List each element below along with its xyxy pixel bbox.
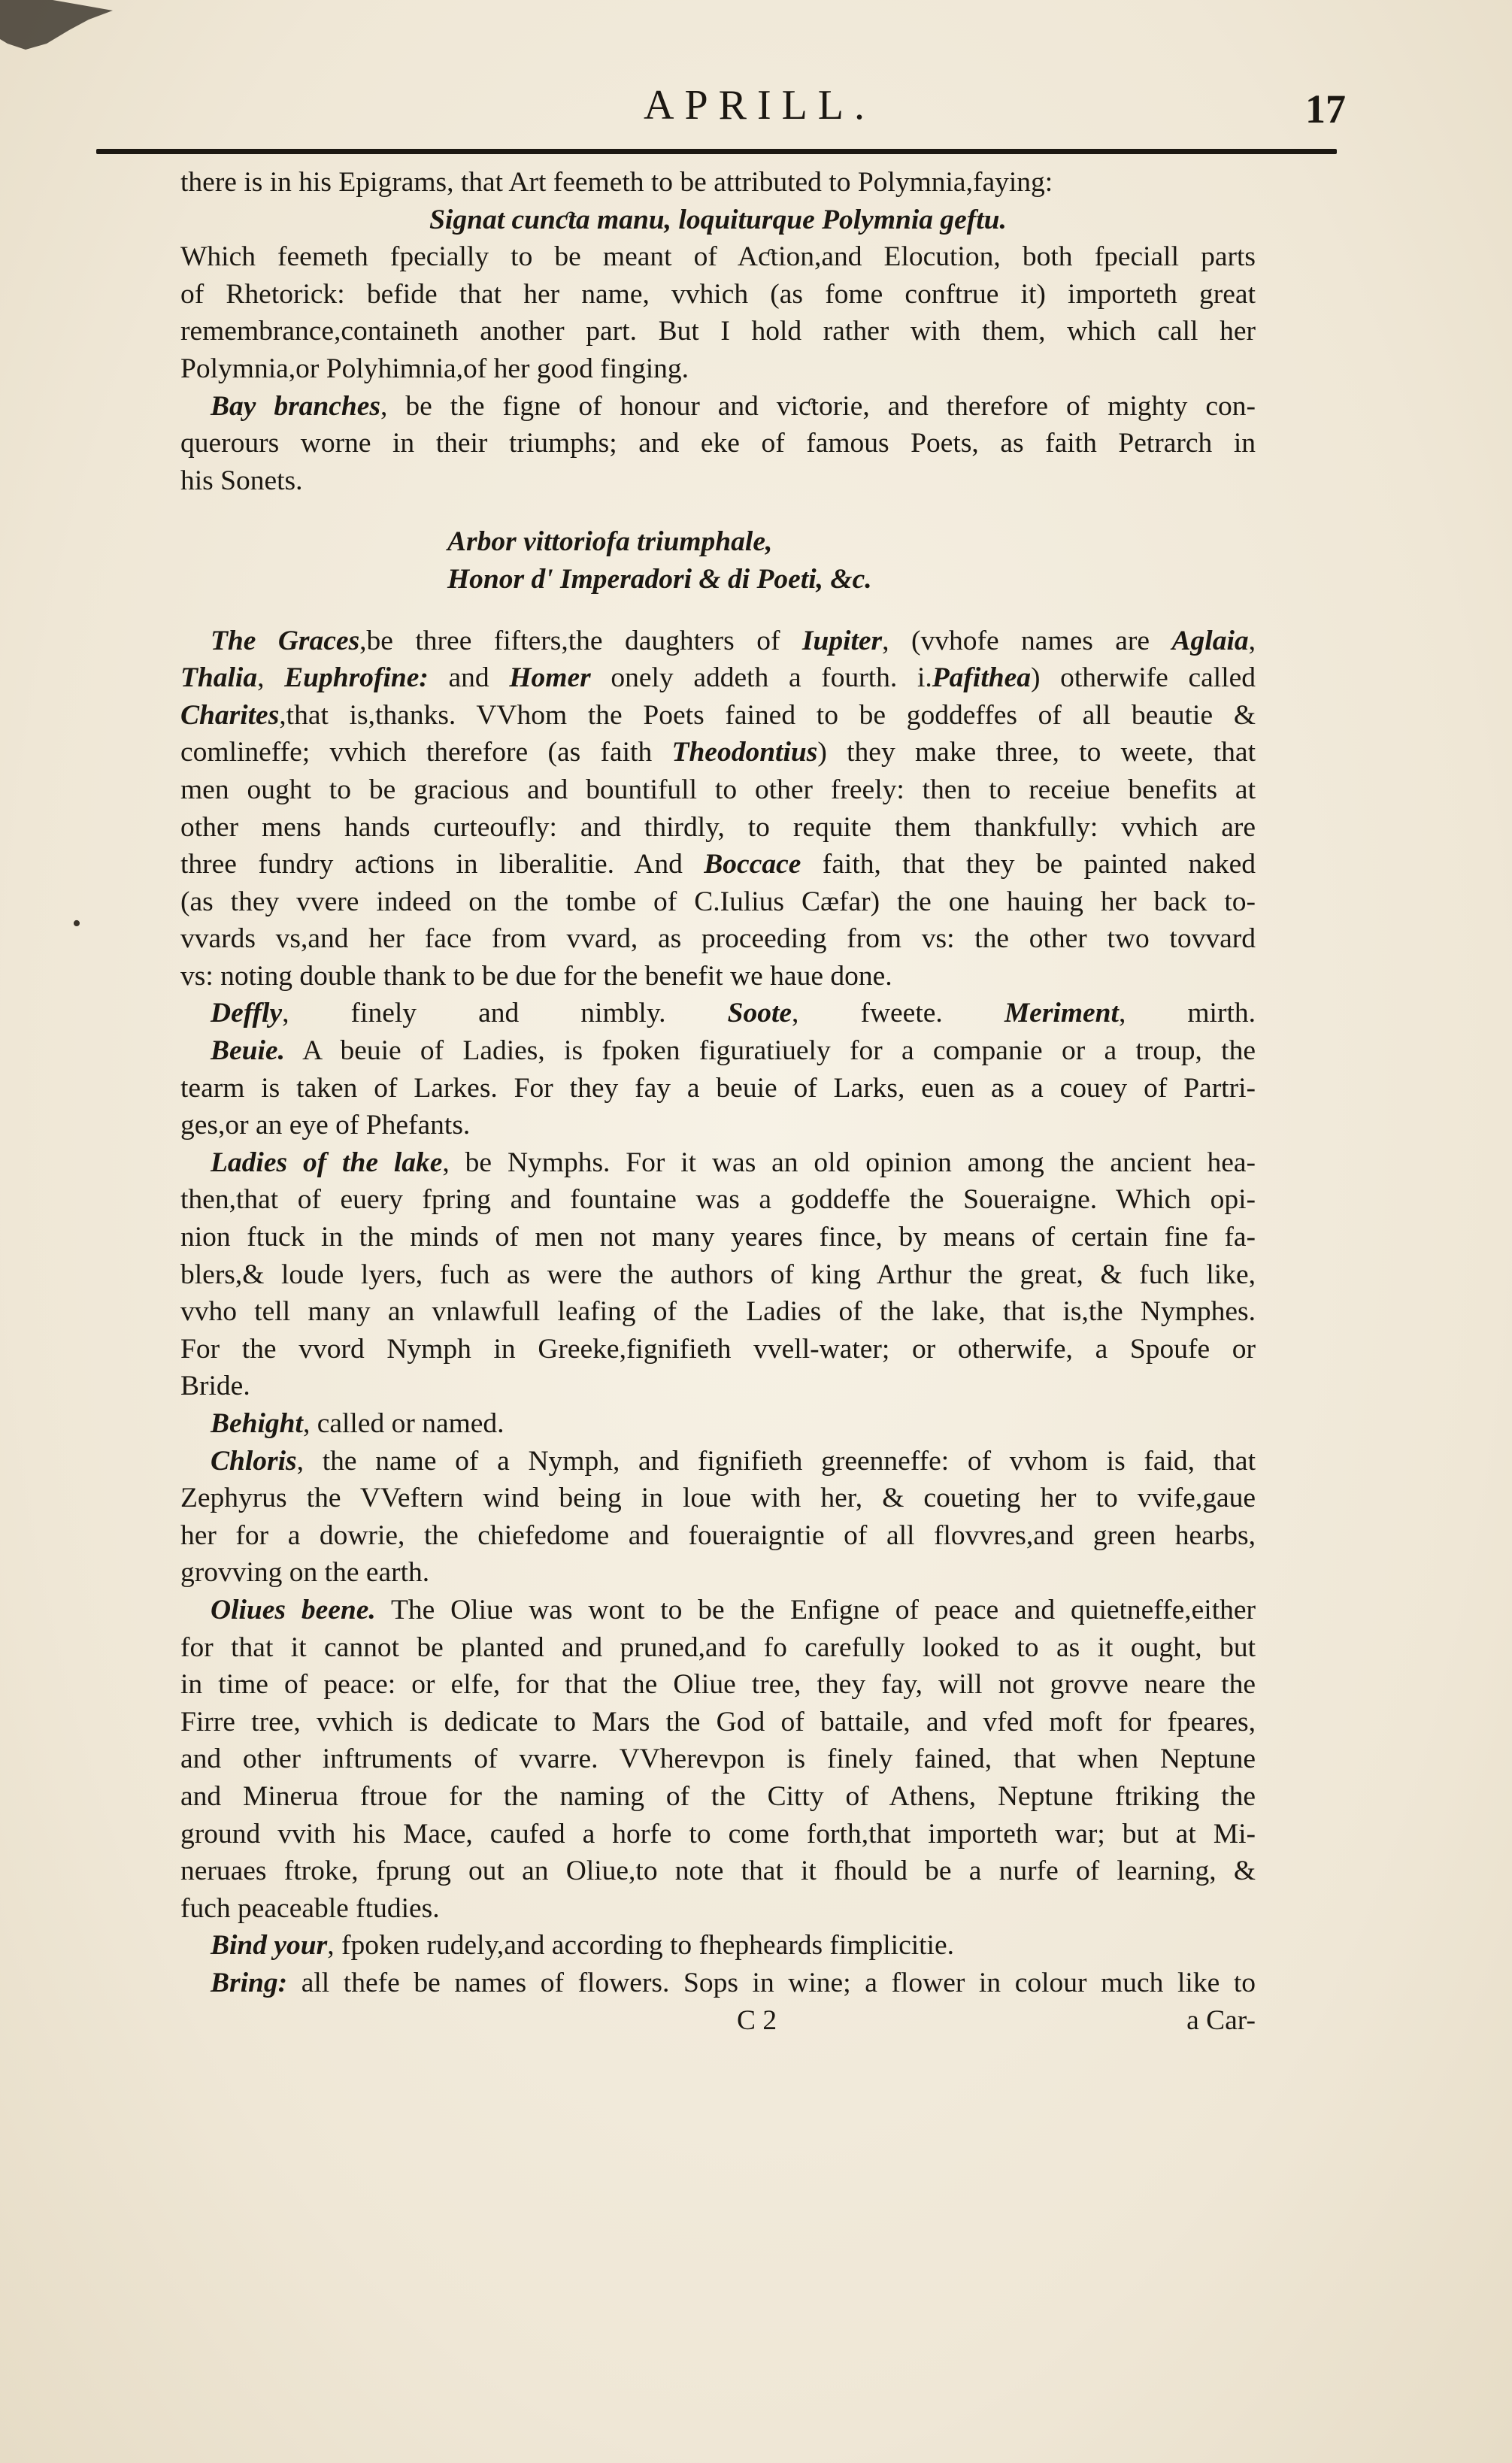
text-line: [180, 734, 1256, 771]
text-run: then,that of euery fpring and fountaine was a goddeffe the Soueraigne. Which opi-: [180, 1184, 1256, 1216]
page-number: 17: [1305, 86, 1346, 132]
italic-term: Arbor vittoriofa triumphale,: [447, 526, 773, 558]
text-line: [180, 1181, 1256, 1219]
text-run: A beuie of Ladies, is fpoken figuratiuely for a companie or a troup, the: [284, 1035, 1256, 1067]
italic-term: Soote: [727, 998, 792, 1029]
text-run: Firre tree, vvhich is dedicate to Mars the God of battaile, and vfed moft for fpeares,: [180, 1706, 1256, 1737]
text-line: [180, 995, 1256, 1032]
text-run: , called or named.: [302, 1408, 505, 1439]
italic-term: Ladies of the lake: [211, 1147, 443, 1178]
text-run: vs: noting double thank to be due for the benefit we haue done.: [180, 960, 892, 992]
italic-term: Aglaia: [1171, 625, 1249, 656]
text-run: blers,& loude lyers, fuch as were the authors of king Arthur the great, & fuch like,: [180, 1259, 1256, 1290]
text-run: men ought to be gracious and bountifull to other freely: then to receiue benefits at: [180, 774, 1256, 805]
text-run: and: [428, 662, 510, 694]
italic-term: Signat cunƈta manu, loquiturque Polymnia geftu.: [429, 204, 1007, 235]
text-run: neruaes ftroke, fprung out an Oliue,to note that it fhould be a nurfe of learning, &: [180, 1856, 1256, 1887]
text-line: [180, 1331, 1256, 1368]
text-line: [180, 1704, 1256, 1741]
text-run: for that it cannot be planted and pruned,and fo carefully looked to as it ought, but: [180, 1631, 1256, 1663]
text-run: and Minerua ftroue for the naming of the Citty of Athens, Neptune ftriking the: [180, 1780, 1256, 1812]
italic-term: Theodontius: [671, 737, 818, 768]
italic-term: Bind your: [211, 1930, 328, 1962]
text-run: The Oliue was wont to be the Enfigne of peace and quietneffe,either: [375, 1594, 1256, 1625]
text-line: [180, 1778, 1256, 1816]
text-run: ) otherwife called: [1030, 662, 1256, 694]
text-run: ,: [1248, 625, 1256, 656]
body-text: [180, 164, 1256, 2039]
text-line: [180, 697, 1256, 735]
text-run: , be Nymphs. For it was an old opinion among the ancient hea-: [442, 1147, 1256, 1178]
text-line: [180, 1740, 1256, 1778]
text-run: tearm is taken of Larkes. For they fay a beuie of Larks, euen as a couey of Partri-: [180, 1072, 1256, 1104]
text-line: [180, 201, 1256, 239]
page-header: [173, 81, 1346, 141]
text-run: and other inftruments of vvarre. VVherevpon is finely fained, that when Neptune: [180, 1743, 1256, 1775]
text-line: [180, 846, 1256, 883]
text-run: her for a dowrie, the chiefedome and foueraigntie of all flovvres,and green hearbs,: [180, 1519, 1256, 1551]
italic-term: Beuie.: [211, 1035, 285, 1067]
text-line: [180, 1070, 1256, 1107]
text-run: three fundry aƈtions in liberalitie. And: [180, 849, 704, 880]
text-line: [180, 1368, 1256, 1405]
text-line: [180, 809, 1256, 847]
text-run: in time of peace: or elfe, for that the Oliue tree, they fay, will not grovve neare the: [180, 1669, 1256, 1701]
text-line: [180, 276, 1256, 314]
text-line: [180, 1517, 1256, 1555]
text-run: vvho tell many an vnlawfull leafing of the Ladies of the lake, that is,the Nymphes.: [180, 1296, 1256, 1328]
text-run: , mirth.: [1118, 998, 1256, 1029]
text-line: [180, 561, 1256, 598]
text-run: , (vvhofe names are: [882, 625, 1172, 656]
text-line: [180, 920, 1256, 958]
text-run: ,be three fifters,the daughters of: [359, 625, 802, 656]
text-run: ground vvith his Mace, caufed a horfe to come forth,that importeth war; but at Mi-: [180, 1818, 1256, 1850]
italic-term: Honor d' Imperadori & di Poeti, &c.: [447, 563, 872, 595]
text-line: [180, 462, 1256, 500]
text-run: , finely and nimbly.: [282, 998, 728, 1029]
text-line: [180, 1293, 1256, 1331]
running-title: APRILL.: [644, 82, 875, 129]
text-line: [180, 771, 1256, 809]
text-line: [180, 883, 1256, 921]
text-line: [180, 1144, 1256, 1182]
text-run: , fpoken rudely,and according to fhepheards fimplicitie.: [327, 1930, 954, 1962]
italic-term: Pafithea: [932, 662, 1031, 694]
italic-term: The Graces: [211, 625, 360, 656]
text-run: Which feemeth fpecially to be meant of Aƈtion,and Elocution, both fpeciall parts: [180, 241, 1256, 273]
text-run: ) they make three, to weete, that: [817, 737, 1256, 768]
italic-term: Homer: [509, 662, 591, 694]
italic-term: Behight: [211, 1408, 303, 1439]
italic-term: Bay branches: [211, 390, 381, 422]
text-run: Bride.: [180, 1371, 250, 1402]
text-run: Polymnia,or Polyhimnia,of her good finging.: [180, 353, 689, 384]
header-rule: [96, 149, 1337, 154]
text-run: Zephyrus the VVeftern wind being in loue with her, & coueting her to vvife,gaue: [180, 1483, 1256, 1514]
italic-term: Iupiter: [801, 625, 883, 656]
line-gap: [180, 598, 1256, 623]
text-line: [180, 1032, 1256, 1070]
text-run: his Sonets.: [180, 465, 303, 496]
italic-term: Euphrofine:: [284, 662, 429, 694]
text-run: , the name of a Nymph, and fignifieth greenneffe: of vvhom is faid, that: [296, 1445, 1256, 1477]
text-run: there is in his Epigrams, that Art feemeth to be attributed to Polymnia,faying:: [180, 167, 1053, 198]
text-line: [180, 238, 1256, 276]
text-run: of Rhetorick: befide that her name, vvhich (as fome conftrue it) importeth great: [180, 278, 1256, 310]
text-line: [180, 313, 1256, 350]
page-footer: [180, 2002, 1256, 2040]
italic-term: Thalia: [180, 662, 258, 694]
margin-mark: •: [72, 910, 81, 938]
italic-term: Boccace: [704, 849, 801, 880]
text-run: For the vvord Nymph in Greeke,fignifieth vvell-water; or otherwife, a Spoufe or: [180, 1333, 1256, 1365]
text-run: grovving on the earth.: [180, 1557, 430, 1589]
text-line: [180, 1480, 1256, 1517]
signature-mark: C 2: [737, 2004, 777, 2036]
text-run: , be the figne of honour and viƈtorie, and therefore of mighty con-: [380, 390, 1256, 422]
text-run: (as they vvere indeed on the tombe of C.Iulius Cæfar) the one hauing her back to-: [180, 886, 1256, 917]
text-run: faith, that they be painted naked: [801, 849, 1256, 880]
text-line: [180, 1219, 1256, 1256]
text-line: [180, 1853, 1256, 1890]
text-line: [180, 1256, 1256, 1294]
text-line: [180, 1629, 1256, 1667]
text-run: other mens hands curteoufly: and thirdly, to requite them thankfully: vvhich are: [180, 811, 1256, 843]
text-line: [180, 164, 1256, 201]
text-line: [180, 1890, 1256, 1928]
text-line: [180, 1443, 1256, 1480]
text-line: [180, 388, 1256, 426]
text-run: all thefe be names of flowers. Sops in wine; a flower in colour much like to: [287, 1967, 1256, 1998]
text-run: vvards vs,and her face from vvard, as proceeding from vs: the other two tovvard: [180, 923, 1256, 955]
text-line: [180, 523, 1256, 561]
text-line: [180, 659, 1256, 697]
text-line: [180, 425, 1256, 462]
text-run: , fweete.: [792, 998, 1004, 1029]
text-run: remembrance,containeth another part. But I hold rather with them, which call her: [180, 316, 1256, 347]
italic-term: Chloris: [211, 1445, 297, 1477]
text-line: [180, 1554, 1256, 1592]
text-line: [180, 1405, 1256, 1443]
italic-term: Meriment: [1004, 998, 1119, 1029]
text-line: [180, 1592, 1256, 1629]
text-run: fuch peaceable ftudies.: [180, 1892, 440, 1924]
text-run: ges,or an eye of Phefants.: [180, 1110, 471, 1141]
text-line: [180, 1666, 1256, 1704]
ink-smudge-ornament: [0, 0, 128, 53]
text-line: [180, 1816, 1256, 1853]
italic-term: Oliues beene.: [211, 1594, 376, 1625]
text-line: [180, 1107, 1256, 1144]
italic-term: Bring:: [211, 1967, 288, 1998]
text-run: onely addeth a fourth. i.: [590, 662, 932, 694]
text-run: comlineffe; vvhich therefore (as faith: [180, 737, 672, 768]
catchword: a Car-: [1186, 2004, 1256, 2036]
italic-term: Charites: [180, 699, 280, 731]
line-gap: [180, 499, 1256, 523]
text-line: [180, 1927, 1256, 1965]
text-run: nion ftuck in the minds of men not many yeares fince, by means of certain fine fa-: [180, 1222, 1256, 1253]
text-line: [180, 958, 1256, 995]
text-run: querours worne in their triumphs; and eke of famous Poets, as faith Petrarch in: [180, 428, 1256, 459]
text-run: ,that is,thanks. VVhom the Poets fained to be goddeffes of all beautie &: [279, 699, 1256, 731]
text-run: ,: [257, 662, 285, 694]
text-line: [180, 1965, 1256, 2002]
text-line: [180, 623, 1256, 660]
text-line: [180, 350, 1256, 388]
italic-term: Deffly: [211, 998, 283, 1029]
